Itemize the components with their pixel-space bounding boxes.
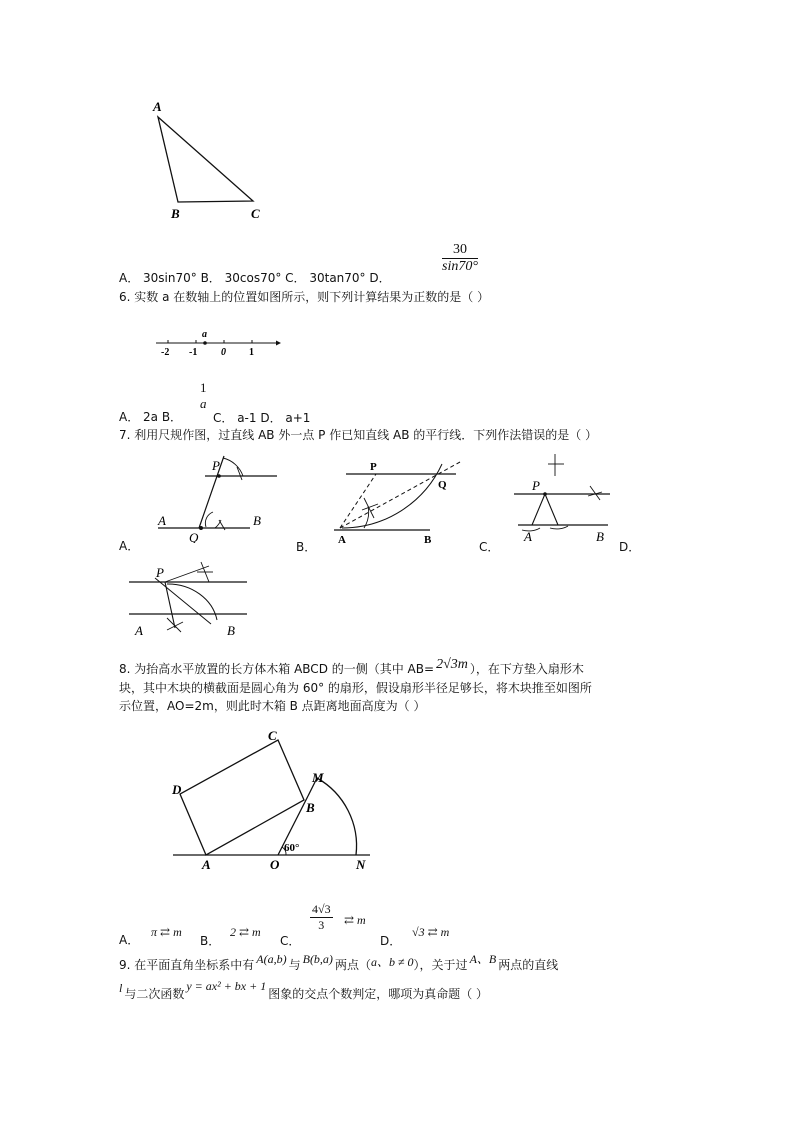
q9-text: 与 (288, 958, 301, 972)
q8-option-d-label: D． (380, 934, 402, 948)
q8-stem-line1 (119, 657, 584, 678)
fraction-numerator: 1 (200, 380, 207, 395)
q6-stem: 6. 实数 a 在数轴上的位置如图所示，则下列计算结果为正数的是（ ） (119, 290, 490, 304)
label-q: Q (189, 530, 199, 543)
fraction-denominator: 3 (318, 918, 325, 932)
angle-label: 60° (284, 842, 300, 854)
q7-stem: 7. 利用尺规作图，过直线 AB 外一点 P 作已知直线 AB 的平行线．下列作法错误的是（ ） (119, 428, 598, 442)
q7-figure-a (155, 448, 280, 543)
quadratic-function: y = ax² + bx + 1 (186, 979, 267, 993)
q9-line1 (119, 952, 559, 973)
q9-text: 图象的交点个数判定，哪项为真命题（ ） (268, 987, 489, 1001)
point-a-coord: A(a,b) (256, 952, 287, 966)
tick-label: 1 (249, 347, 254, 358)
fraction-denominator: sin70° (442, 259, 478, 274)
fraction-denominator: a (200, 396, 207, 411)
number-line-figure (152, 328, 282, 358)
label-b: B (306, 800, 315, 815)
q7-figure-d (125, 560, 255, 642)
label-c: C (268, 728, 277, 743)
tick-label: 0 (221, 347, 226, 358)
label-m: M (312, 770, 324, 785)
q8-stem-part: ），在下方垫入扇形木 (469, 662, 584, 676)
label-a: A (202, 857, 211, 872)
label-a: A (153, 99, 162, 114)
q8-option-d-math: √3 ⇄ m (412, 925, 450, 939)
points-ab: A、B (469, 952, 497, 966)
label-a: A (338, 534, 346, 546)
label-b: B (253, 513, 261, 528)
q8-option-a-label: A． (119, 933, 140, 947)
q5-options: A． 30sin70° B． 30cos70° C． 30tan70° D． (119, 271, 391, 285)
line-l: l (119, 981, 123, 995)
q7-figure-b (328, 458, 463, 546)
label-p: P (532, 478, 540, 493)
q9-line2 (119, 979, 489, 1002)
fraction-numerator: 30 (442, 242, 478, 259)
point-a-label: a (202, 329, 207, 340)
q7-option-d-label: D． (619, 540, 641, 554)
q7-option-a-label: A． (119, 539, 140, 553)
q8-box-figure (168, 728, 383, 874)
label-a: A (158, 513, 166, 528)
label-q: Q (438, 479, 447, 491)
q9-text: 两点的直线 (498, 958, 559, 972)
q8-option-c-label: C． (280, 934, 301, 948)
q7-figure-c (510, 452, 615, 544)
q8-option-c-fraction (310, 902, 333, 933)
q8-stem-line3: 示位置，AO=2m，则此时木箱 B 点距离地面高度为（ ） (119, 699, 426, 713)
label-p: P (156, 565, 164, 580)
q7-option-b-label: B． (296, 540, 317, 554)
condition: a、b ≠ 0 (370, 955, 414, 969)
label-d: D (172, 782, 182, 797)
label-p: P (212, 458, 220, 473)
label-a: A (524, 529, 532, 544)
q8-option-b-label: B． (200, 934, 221, 948)
tick-label: -1 (189, 347, 198, 358)
q9-text: ），关于过 (413, 958, 468, 972)
label-a: A (135, 623, 143, 638)
tick-label: -2 (161, 347, 170, 358)
q6-options-a: A． 2a B． (119, 410, 183, 424)
label-p: P (370, 461, 377, 473)
q9-text: 两点（ (334, 958, 371, 972)
q8-stem-line2: 块，其中木块的横截面是圆心角为 60° 的扇形，假设扇形半径足够长，将木块推至如图所 (119, 681, 592, 695)
q8-option-a-math: π ⇄ m (151, 925, 182, 939)
q9-text: 与二次函数 (124, 987, 185, 1001)
label-b: B (596, 529, 604, 544)
q5-option-d-fraction (442, 242, 478, 275)
ab-length: 2√3m (436, 657, 468, 672)
q8-option-b-math: 2 ⇄ m (230, 925, 261, 939)
q7-option-c-label: C． (479, 540, 500, 554)
label-b: B (227, 623, 235, 638)
label-o: O (270, 857, 280, 872)
fraction-numerator: 4√3 (312, 902, 331, 916)
q9-text: 9. 在平面直角坐标系中有 (119, 958, 255, 972)
label-b: B (424, 534, 432, 546)
point-b-coord: B(b,a) (302, 952, 333, 966)
label-n: N (356, 857, 366, 872)
q6-option-b-fraction (198, 380, 209, 412)
label-c: C (251, 206, 260, 221)
label-b: B (171, 206, 180, 221)
q6-options-rest: C． a-1 D． a+1 (213, 411, 311, 425)
q8-stem-part: 8. 为抬高水平放置的长方体木箱 ABCD 的一侧（其中 AB= (119, 662, 435, 676)
triangle-abc-figure (140, 95, 280, 225)
q8-option-c-unit: ⇄ m (344, 913, 366, 927)
